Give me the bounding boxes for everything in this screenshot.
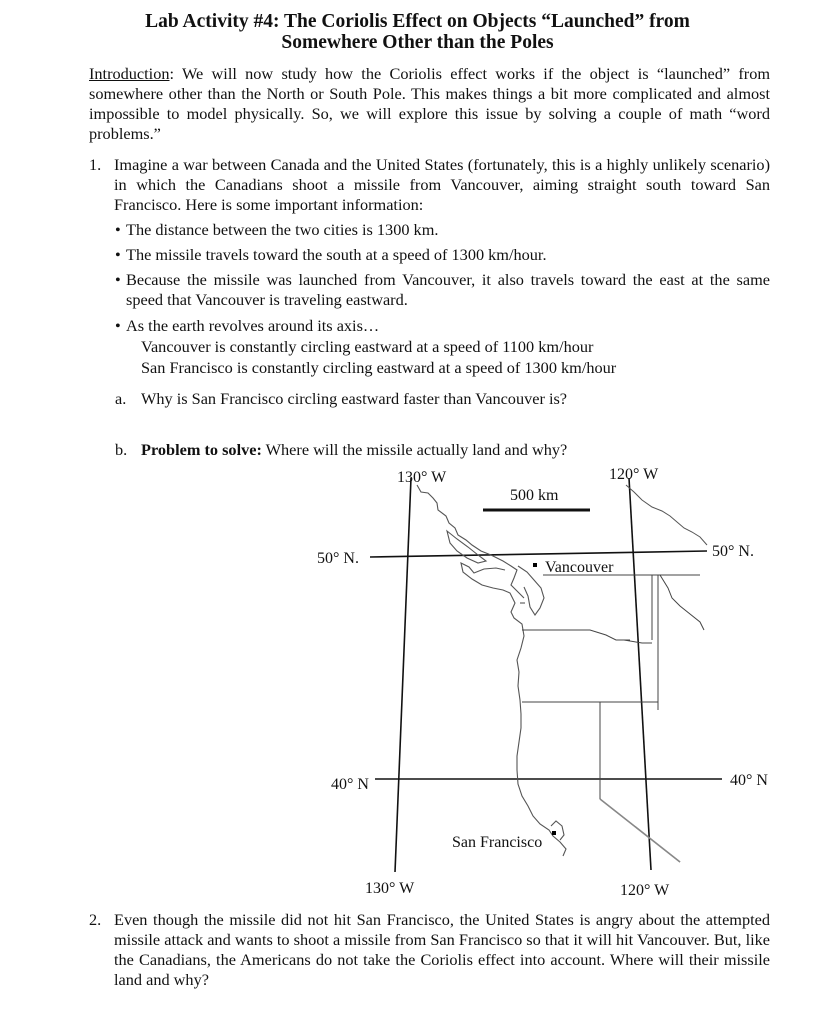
label-130w-bottom: 130° W xyxy=(365,880,415,897)
scale-label: 500 km xyxy=(510,487,559,504)
longitude-line-130w xyxy=(395,478,411,872)
bullet-text: The missile travels toward the south at a speed of 1300 km/hour. xyxy=(126,245,547,264)
question-2-text: Even though the missile did not hit San Francisco, the United States is angry about the attempted missile attack and wants to shoot a missile from San Francisco so that it will hit Vancouver. But, like the Canadians, the Americans do not take the Coriolis effect into account. Where will their missile land and why? xyxy=(114,910,770,989)
sub-question-a-text: Why is San Francisco circling eastward faster than Vancouver is? xyxy=(141,389,568,408)
san-francisco-marker xyxy=(552,831,556,835)
bullet-text: Because the missile was launched from Vancouver, it also travels toward the east at the same speed that Vancouver is traveling eastward. xyxy=(126,270,770,309)
bullet-symbol: • xyxy=(115,316,121,335)
longitude-line-120w xyxy=(629,478,651,870)
california-nevada-border xyxy=(600,799,680,862)
title-line-1: Lab Activity #4: The Coriolis Effect on Objects “Launched” from xyxy=(145,11,690,32)
question-2 xyxy=(89,910,770,990)
introduction-label: Introduction xyxy=(89,64,170,83)
bullet-symbol: • xyxy=(115,220,121,239)
state-borders xyxy=(520,575,700,862)
question-1-text: Imagine a war between Canada and the United States (fortunately, this is a highly unlikely scenario) in which the Canadians shoot a missile from Vancouver, aiming straight south toward San Francisco. Here is some important information: xyxy=(114,155,770,214)
pacific-coastline xyxy=(417,485,566,856)
vancouver-island-coast xyxy=(447,531,486,563)
label-40n-right: 40° N xyxy=(730,772,768,789)
puget-sound-coast xyxy=(518,566,544,615)
bc-border-ne xyxy=(626,485,707,545)
sub-question-b-label: b. xyxy=(115,440,128,459)
introduction-text: : We will now study how the Coriolis effect works if the object is “launched” from somewhere other than the North or South Pole. This makes things a bit more complicated and almost impossible to model physically. So, we will explore this issue by solving a couple of math “word problems.” xyxy=(89,64,770,143)
label-120w-bottom: 120° W xyxy=(620,882,670,899)
label-vancouver: Vancouver xyxy=(545,559,614,576)
bay-area-coast xyxy=(551,821,564,840)
latitude-line-50n xyxy=(370,551,707,557)
label-50n-left: 50° N. xyxy=(317,550,359,567)
label-130w-top: 130° W xyxy=(397,469,447,486)
sub-question-a-label: a. xyxy=(115,389,127,408)
problem-to-solve-label: Problem to solve: xyxy=(141,440,262,459)
vancouver-marker xyxy=(533,563,537,567)
speed-detail-vancouver: Vancouver is constantly circling eastward at a speed of 1100 km/hour xyxy=(141,337,594,356)
label-50n-right: 50° N. xyxy=(712,543,754,560)
bullet-text: As the earth revolves around its axis… xyxy=(126,316,380,335)
title-line-2: Somewhere Other than the Poles xyxy=(281,32,554,53)
problem-to-solve-text: Where will the missile actually land and why? xyxy=(261,440,568,459)
question-2-number: 2. xyxy=(89,910,102,929)
bullet-symbol: • xyxy=(115,270,121,289)
label-40n-left: 40° N xyxy=(331,776,369,793)
label-san-francisco: San Francisco xyxy=(452,834,543,851)
bullet-text: The distance between the two cities is 1300 km. xyxy=(126,220,439,239)
question-1-number: 1. xyxy=(89,155,102,174)
rocky-border-wiggle xyxy=(660,575,704,630)
speed-detail-san-francisco: San Francisco is constantly circling eastward at a speed of 1300 km/hour xyxy=(141,358,617,377)
bullet-symbol: • xyxy=(115,245,121,264)
label-120w-top: 120° W xyxy=(609,466,659,483)
